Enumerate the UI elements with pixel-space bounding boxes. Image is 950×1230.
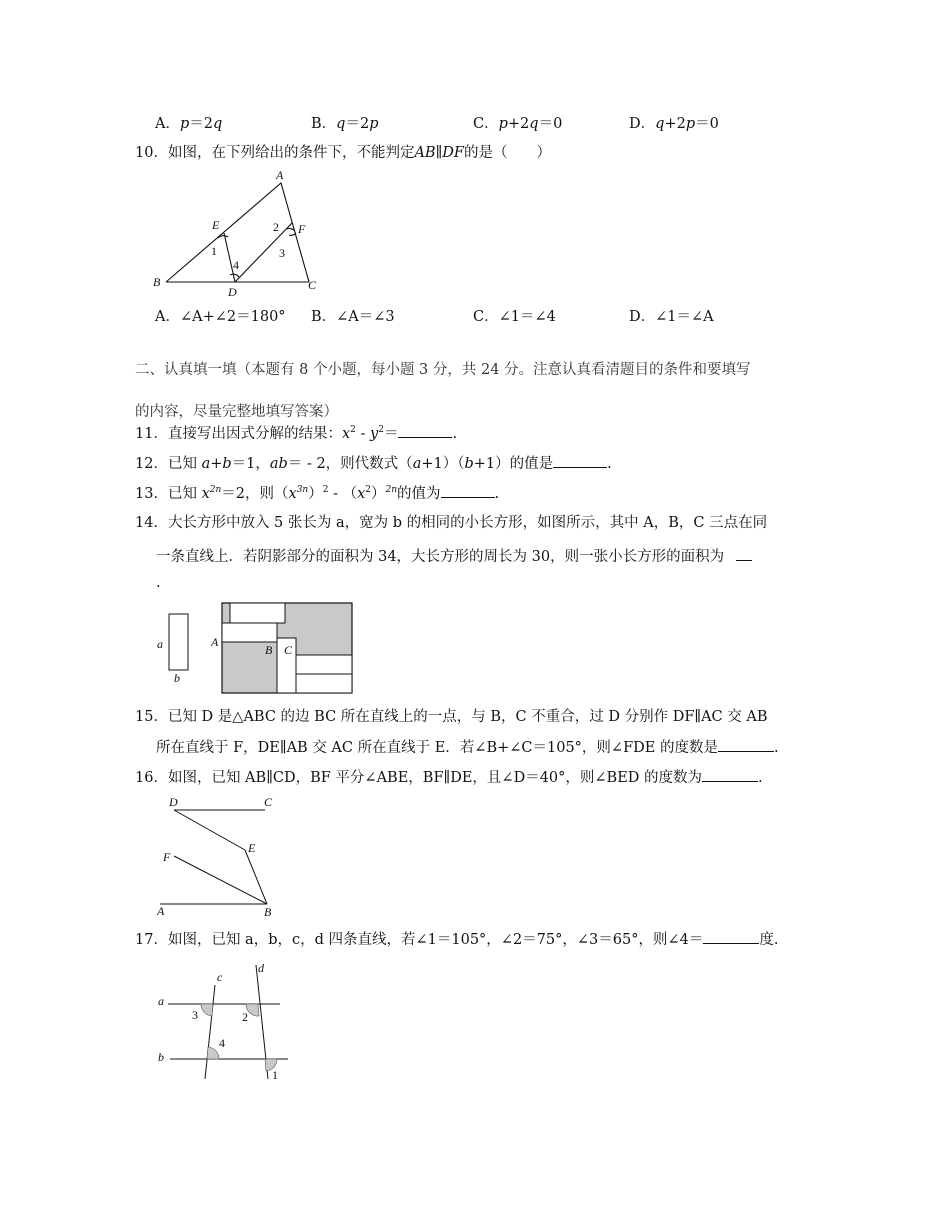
q17-label-a: a [158, 994, 164, 1008]
q12: 12．已知 a+b＝1，ab＝ - 2，则代数式（a+1）（b+1）的值是 . [135, 453, 612, 474]
q17-label-1: 1 [272, 1068, 278, 1082]
q14-label-A: A [211, 635, 219, 649]
q16-label-a: A [157, 904, 165, 918]
q17-angle-mark-3 [201, 1004, 213, 1016]
q16: 16．如图，已知 AB∥CD，BF 平分∠ABE，BF∥DE，且∠D＝40°，则∠BED 的度数为 . [135, 767, 763, 788]
section2-heading-line1: 二、认真填一填（本题有 8 个小题，每小题 3 分，共 24 分。注意认真看清题目的条件和要填写 [135, 362, 751, 378]
q10-label-b: B [153, 275, 161, 289]
q16-answer-blank[interactable] [702, 767, 758, 782]
q14-tile-bottom-right [296, 674, 352, 693]
q17-label-b: b [158, 1050, 164, 1064]
q10-option-b: B．∠A＝∠3 [311, 309, 395, 325]
q10-label-1: 1 [211, 244, 217, 258]
q14-line3: . [156, 575, 161, 591]
q16-label-f: F [163, 850, 171, 864]
q16-segment-eb [245, 850, 267, 904]
q9-option-d: D．q+2p＝0 [629, 116, 719, 132]
q16-parallel-lines-figure [150, 792, 290, 922]
q14-tile-mid-right [296, 655, 352, 674]
q15-answer-blank[interactable] [718, 737, 774, 752]
q10-angle-mark-3 [289, 233, 296, 235]
q14-label-C: C [284, 643, 293, 657]
q10-label-4: 4 [233, 258, 239, 272]
q11-answer-blank[interactable] [398, 423, 452, 438]
q16-label-c: C [264, 795, 273, 809]
q17-angle-mark-4 [207, 1047, 219, 1059]
q10-label-a: A [276, 168, 284, 182]
q14-label-B: B [265, 643, 273, 657]
q15-line1: 15．已知 D 是△ABC 的边 BC 所在直线上的一点，与 B，C 不重合，过 D 分别作 DF∥AC 交 AB [135, 709, 768, 725]
q16-segment-fb [174, 856, 267, 904]
q17-label-d: d [258, 961, 264, 975]
q9-option-c: C．p+2q＝0 [473, 116, 563, 132]
q14-rectangles-figure [150, 598, 360, 698]
q10-option-a: A．∠A+∠2＝180° [155, 309, 286, 325]
section2-heading-line2: 的内容，尽量完整地填写答案） [135, 404, 338, 420]
q12-answer-blank[interactable] [553, 453, 607, 468]
q14-line2: 一条直线上．若阴影部分的面积为 34，大长方形的周长为 30，则一张小长方形的面积为 [156, 546, 752, 567]
q17-label-2: 2 [242, 1010, 248, 1024]
q11: 11．直接写出因式分解的结果：$x^2 - y^2=$ . [135, 423, 457, 444]
q10-label-f: F [298, 222, 306, 236]
q10-label-d: D [228, 285, 237, 299]
q17: 17．如图，已知 a，b，c，d 四条直线，若∠1＝105°，∠2＝75°，∠3＝65°，则∠4＝ 度. [135, 929, 778, 950]
q10-stem: 10．如图，在下列给出的条件下，不能判定AB∥DF的是（ ） [135, 145, 551, 161]
q10-option-c: C．∠1＝∠4 [473, 309, 556, 325]
q15-line2: 所在直线于 F，DE∥AB 交 AC 所在直线于 E．若∠B+∠C＝105°，则∠FDE 的度数是 . [156, 737, 779, 758]
q13-answer-blank[interactable] [441, 483, 495, 498]
q10-option-d: D．∠1＝∠A [629, 309, 714, 325]
q17-label-c: c [217, 970, 223, 984]
q16-label-d: D [169, 795, 178, 809]
q17-label-4: 4 [219, 1036, 225, 1050]
q17-answer-blank[interactable] [703, 929, 759, 944]
q16-label-b: B [264, 905, 272, 919]
q10-angle-mark-4 [230, 274, 239, 277]
q10-label-3: 3 [279, 246, 285, 260]
q14-label-a: a [157, 637, 163, 651]
q14-line1: 14．大长方形中放入 5 张长为 a，宽为 b 的相同的小长方形，如图所示，其中 A，B，C 三点在同 [135, 515, 768, 531]
q10-label-e: E [212, 218, 220, 232]
q17-label-3: 3 [192, 1008, 198, 1022]
q9-option-b: B．q＝2p [311, 116, 379, 132]
q14-tile-left [222, 623, 277, 642]
q10-label-2: 2 [273, 220, 279, 234]
q13: 13．已知 $x^{2n}=2$，则$(x^{3n})^2 - (x^2)^{2n}$的值为 . [135, 483, 499, 504]
q14-answer-blank[interactable] [736, 546, 752, 561]
q9-option-a: A．p＝2q [155, 116, 223, 132]
q17-line-c [205, 985, 215, 1079]
q10-triangle-figure [148, 165, 328, 300]
q14-tile-top [230, 603, 285, 623]
q14-label-b: b [174, 671, 180, 685]
q16-label-e: E [248, 841, 256, 855]
q14-small-rectangle [169, 614, 188, 670]
q16-segment-de [174, 810, 245, 850]
q10-label-c: C [308, 278, 317, 292]
q17-four-lines-figure [150, 955, 310, 1085]
